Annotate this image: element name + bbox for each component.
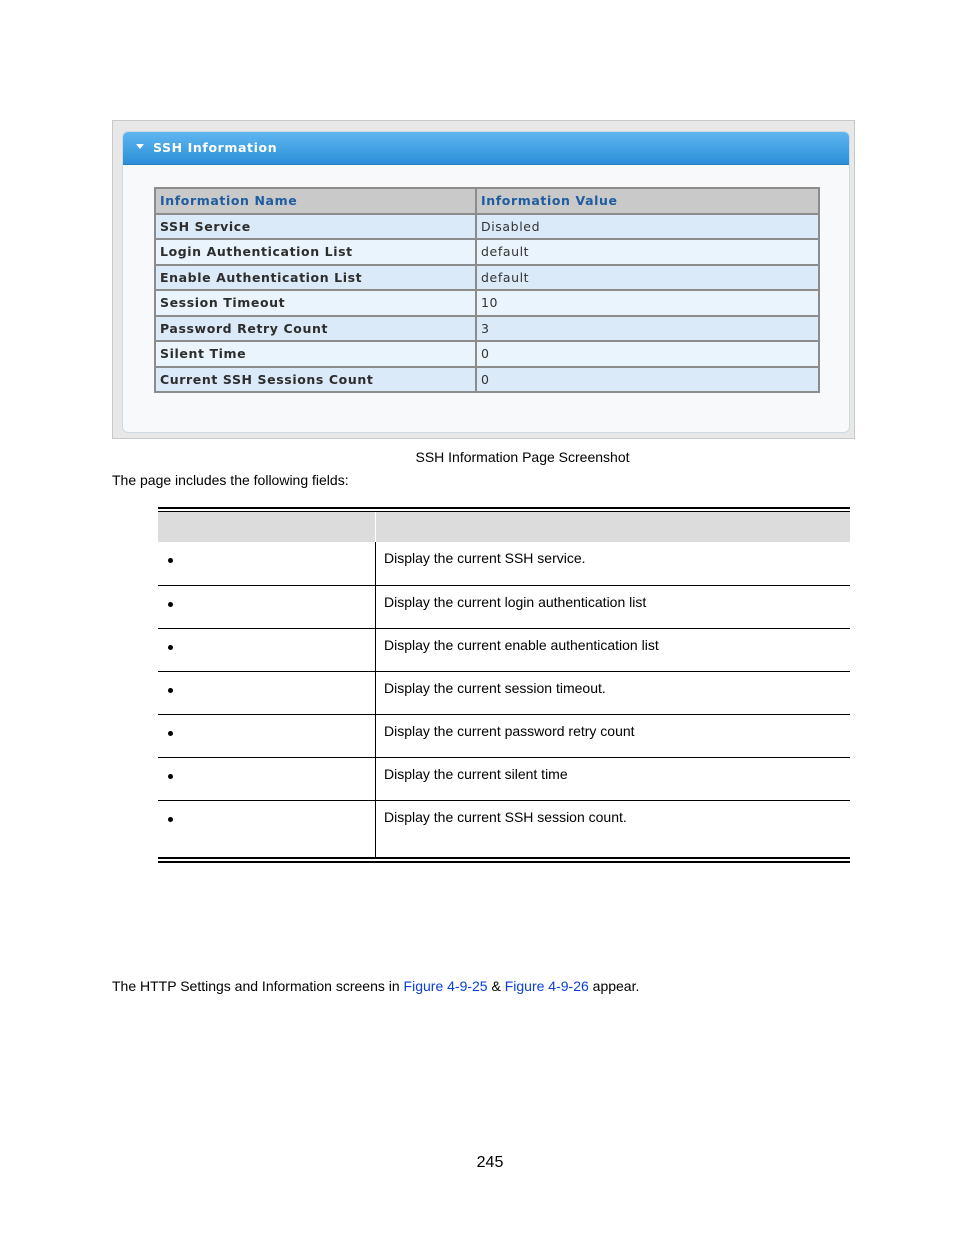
field-row xyxy=(158,672,850,715)
ssh-information-screenshot xyxy=(112,120,855,439)
bullet-icon xyxy=(168,817,173,822)
info-name: Current SSH Sessions Count xyxy=(155,367,476,393)
table-row xyxy=(155,239,819,265)
table-row xyxy=(155,341,819,367)
field-description: Display the current SSH service. xyxy=(384,550,586,566)
table-top-rule xyxy=(158,507,850,509)
table-row xyxy=(155,265,819,291)
info-name: Enable Authentication List xyxy=(155,265,476,291)
figure-link[interactable]: Figure 4-9-26 xyxy=(504,978,589,994)
collapse-arrow-icon[interactable] xyxy=(136,144,144,149)
field-description: Display the current session timeout. xyxy=(384,680,606,696)
field-description: Display the current silent time xyxy=(384,766,568,782)
bullet-icon xyxy=(168,688,173,693)
field-description: Display the current enable authentication list xyxy=(384,637,659,653)
field-row xyxy=(158,801,850,857)
ssh-information-panel xyxy=(122,131,850,433)
bullet-icon xyxy=(168,774,173,779)
paragraph-text: appear. xyxy=(588,978,640,994)
paragraph-text: The HTTP Settings and Information screens in xyxy=(112,978,404,994)
field-row xyxy=(158,586,850,629)
field-row xyxy=(158,629,850,672)
figure-link[interactable]: Figure 4-9-25 xyxy=(403,978,488,994)
fields-table xyxy=(158,507,850,863)
bullet-icon xyxy=(168,558,173,563)
bullet-icon xyxy=(168,731,173,736)
panel-title: SSH Information xyxy=(153,140,278,155)
info-value: default xyxy=(476,239,819,265)
info-name: Login Authentication List xyxy=(155,239,476,265)
table-bottom-rule xyxy=(158,857,850,859)
field-row xyxy=(158,758,850,801)
info-value: Disabled xyxy=(476,214,819,240)
table-bottom-rule-double xyxy=(158,861,850,863)
fields-table-header xyxy=(158,511,850,542)
info-name: Password Retry Count xyxy=(155,316,476,342)
intro-text: The page includes the following fields: xyxy=(112,472,349,488)
info-name: Session Timeout xyxy=(155,290,476,316)
info-value: 0 xyxy=(476,341,819,367)
table-row xyxy=(155,316,819,342)
table-row xyxy=(155,290,819,316)
field-description: Display the current password retry count xyxy=(384,723,635,739)
info-value: 3 xyxy=(476,316,819,342)
column-header-name: Information Name xyxy=(155,188,476,214)
http-paragraph xyxy=(112,978,639,994)
column-header-value: Information Value xyxy=(476,188,819,214)
figure-caption: SSH Information Page Screenshot xyxy=(415,449,630,465)
info-name: SSH Service xyxy=(155,214,476,240)
ssh-information-table xyxy=(154,187,820,393)
field-row xyxy=(158,715,850,758)
table-row xyxy=(155,367,819,393)
info-name: Silent Time xyxy=(155,341,476,367)
bullet-icon xyxy=(168,645,173,650)
field-description: Display the current SSH session count. xyxy=(384,809,627,825)
panel-header[interactable] xyxy=(123,132,849,165)
field-description: Display the current login authentication list xyxy=(384,594,647,610)
bullet-icon xyxy=(168,602,173,607)
field-row xyxy=(158,542,850,586)
paragraph-text: & xyxy=(487,978,505,994)
info-value: default xyxy=(476,265,819,291)
info-value: 0 xyxy=(476,367,819,393)
page-number: 245 xyxy=(476,1154,504,1171)
table-row xyxy=(155,214,819,240)
info-value: 10 xyxy=(476,290,819,316)
table-header-row xyxy=(155,188,819,214)
